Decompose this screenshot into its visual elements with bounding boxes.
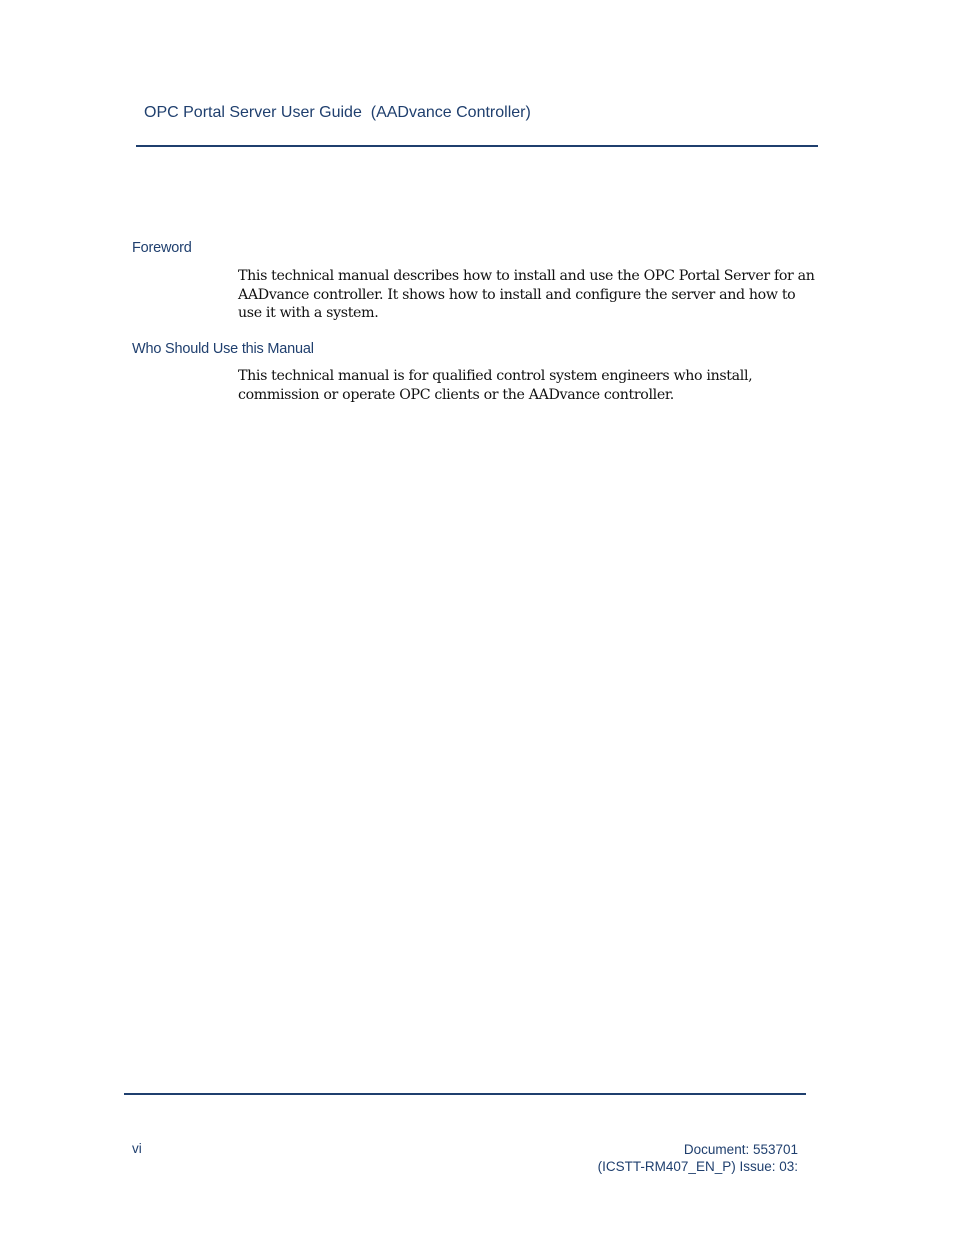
audience-body: This technical manual is for qualified control system engineers who install, commission or operate OPC clients or the AADvance controller. <box>238 368 753 403</box>
running-header-title: OPC Portal Server User Guide (AADvance Controller) <box>144 104 531 121</box>
foreword-body: This technical manual describes how to install and use the OPC Portal Server for an AADvance controller. It shows how to install and configure the server and how to use it with a system. <box>238 268 815 321</box>
header-divider <box>136 145 818 147</box>
audience-heading: Who Should Use this Manual <box>132 341 314 357</box>
document-reference <box>598 1141 798 1175</box>
page-number: vi <box>132 1141 142 1156</box>
footer-divider <box>124 1093 806 1095</box>
document-issue: (ICSTT-RM407_EN_P) Issue: 03: <box>597 1159 798 1174</box>
foreword-heading: Foreword <box>132 240 192 256</box>
document-number: Document: 553701 <box>683 1142 798 1157</box>
